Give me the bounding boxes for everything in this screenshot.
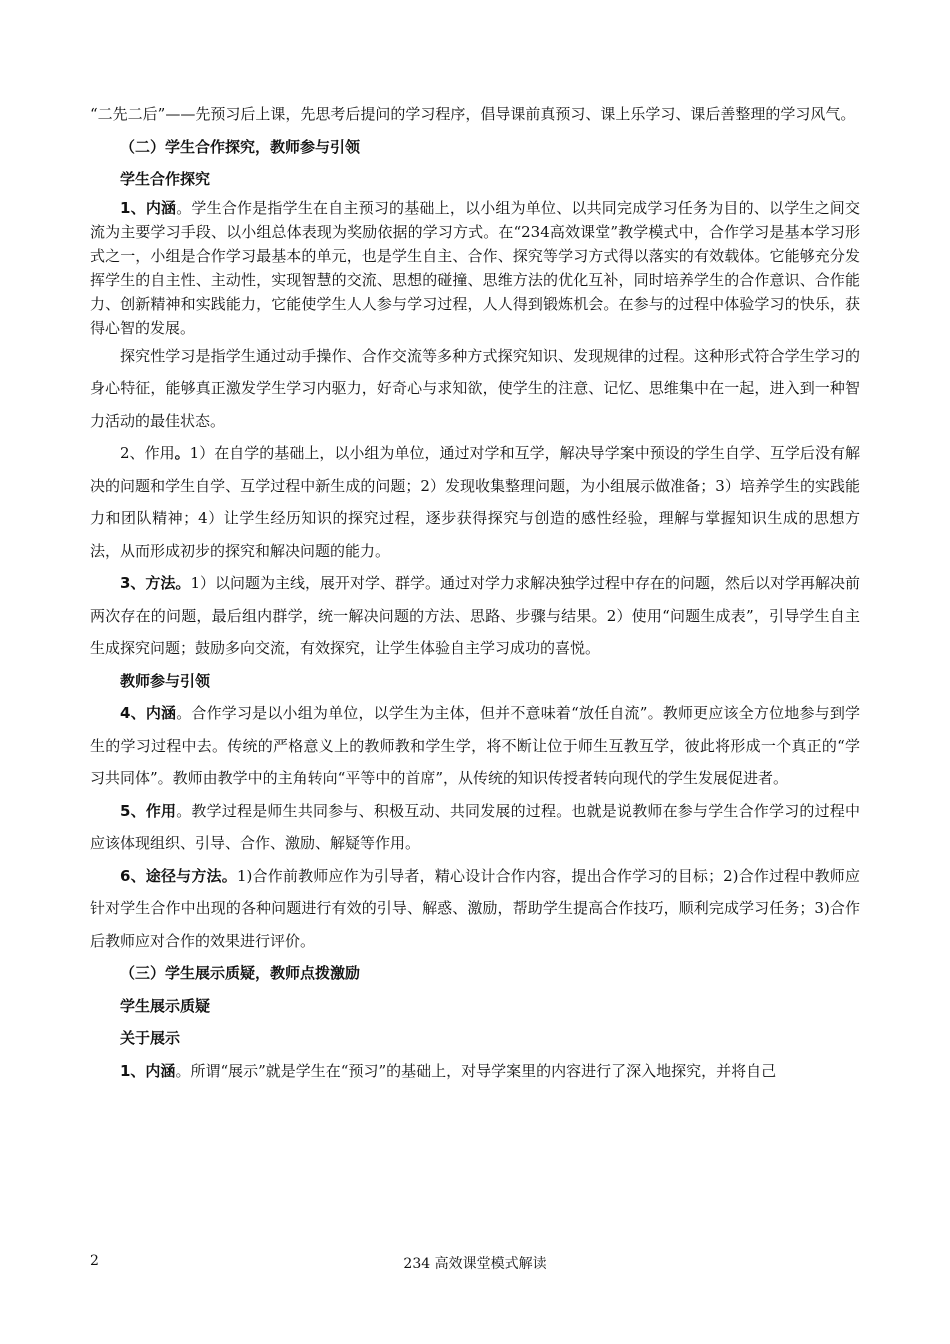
keyword-label: 1、内涵 <box>120 198 177 217</box>
paragraph-intro: “二先二后”——先预习后上课，先思考后提问的学习程序，倡导课前真预习、课上乐学习、课后善整理的学习风气。 <box>90 105 856 123</box>
keyword-label: 3、方法。 <box>120 574 191 592</box>
paragraph-display-meaning <box>90 1055 860 1088</box>
paragraph-teacher-meaning <box>90 697 860 795</box>
paragraph-text: 1)合作前教师应作为引导者，精心设计合作内容，提出合作学习的目标；2)合作过程中教师应针对学生合作中出现的各种问题进行有效的引导、解惑、激励，帮助学生提高合作技巧，顺利完成学习任务；3)合作后教师应对合作的效果进行评价。 <box>90 866 860 950</box>
page-footer <box>90 1253 860 1275</box>
subheading-about-display: 关于展示 <box>120 1029 181 1047</box>
paragraph-text: 1）在自学的基础上，以小组为单位，通过对学和互学，解决导学案中预设的学生自学、互学后没有解决的问题和学生自学、互学过程中新生成的问题；2）发现收集整理问题，为小组展示做准备；3）培养学生的实践能力和团队精神；4）让学生经历知识的探究过程，逐步获得探究与创造的感性经验，理解与掌握知识生成的思想方法，从而形成初步的探究和解决问题的能力。 <box>90 444 860 560</box>
paragraph-inquiry-learning: 探究性学习是指学生通过动手操作、合作交流等多种方式探究知识、发现规律的过程。这种形式符合学生学习的身心特征，能够真正激发学生学习内驱力，好奇心与求知欲，使学生的注意、记忆、思维集中在一起，进入到一种智力活动的最佳状态。 <box>90 346 860 430</box>
page-number: 2 <box>90 1253 99 1269</box>
paragraph-cooperation-function <box>90 437 860 567</box>
paragraph-teacher-method <box>90 860 860 958</box>
paragraph-text: 1）以问题为主线，展开对学、群学。通过对学力求解决独学过程中存在的问题，然后以对学再解决前两次存在的问题，最后组内群学，统一解决问题的方法、思路、步骤与结果。2）使用“问题生成表”，引导学生自主生成探究问题；鼓励多向交流，有效探究，让学生体验自主学习成功的喜悦。 <box>90 574 860 657</box>
keyword-label: 2、作用 <box>120 444 175 462</box>
keyword-suffix: 。 <box>174 444 190 462</box>
keyword-label: 6、途径与方法。 <box>120 866 237 885</box>
paragraph-text: 。教学过程是师生共同参与、积极互动、共同发展的过程。也就是说教师在参与学生合作学习的过程中应该体现组织、引导、合作、激励、解疑等作用。 <box>90 801 860 852</box>
subheading-student-cooperation: 学生合作探究 <box>120 170 211 188</box>
keyword-label: 1、内涵 <box>120 1061 176 1080</box>
paragraph-cooperation-meaning <box>90 196 860 340</box>
paragraph-cooperation-method <box>90 567 860 665</box>
subheading-student-display: 学生展示质疑 <box>120 996 211 1015</box>
footer-title: 234 高效课堂模式解读 <box>403 1256 547 1272</box>
keyword-label: 4、内涵 <box>120 704 177 722</box>
document-body <box>90 98 860 1087</box>
paragraph-text: 。所谓“展示”就是学生在“预习”的基础上，对导学案里的内容进行了深入地探究，并将自己 <box>175 1061 777 1080</box>
paragraph-text: 。学生合作是指学生在自主预习的基础上，以小组为单位、以共同完成学习任务为目的、以学生之间交流为主要学习手段、以小组总体表现为奖励依据的学习方式。在“234高效课堂”教学模式中，合作学习是基本学习形式之一，小组是合作学习最基本的单元，也是学生自主、合作、探究等学习方式得以落实的有效载体。它能够充分发挥学生的自主性、主动性，实现智慧的交流、思想的碰撞、思维方法的优化互补，同时培养学生的合作意识、合作能力、创新精神和实践能力，它能使学生人人参与学习过程，人人得到锻炼机会。在参与的过程中体验学习的快乐，获得心智的发展。 <box>90 198 860 337</box>
section-heading-3: （三）学生展示质疑，教师点拨激励 <box>120 964 361 982</box>
subheading-teacher-guidance: 教师参与引领 <box>120 671 211 690</box>
keyword-label: 5、作用 <box>120 801 177 820</box>
section-heading-2: （二）学生合作探究，教师参与引领 <box>120 137 361 156</box>
paragraph-teacher-function <box>90 795 860 860</box>
paragraph-text: 。合作学习是以小组为单位，以学生为主体，但并不意味着“放任自流”。教师更应该全方位地参与到学生的学习过程中去。传统的严格意义上的教师教和学生学，将不断让位于师生互教互学，彼此将形成一个真正的“学习共同体”。教师由教学中的主角转向“平等中的首席”，从传统的知识传授者转向现代的学生发展促进者。 <box>90 704 861 787</box>
